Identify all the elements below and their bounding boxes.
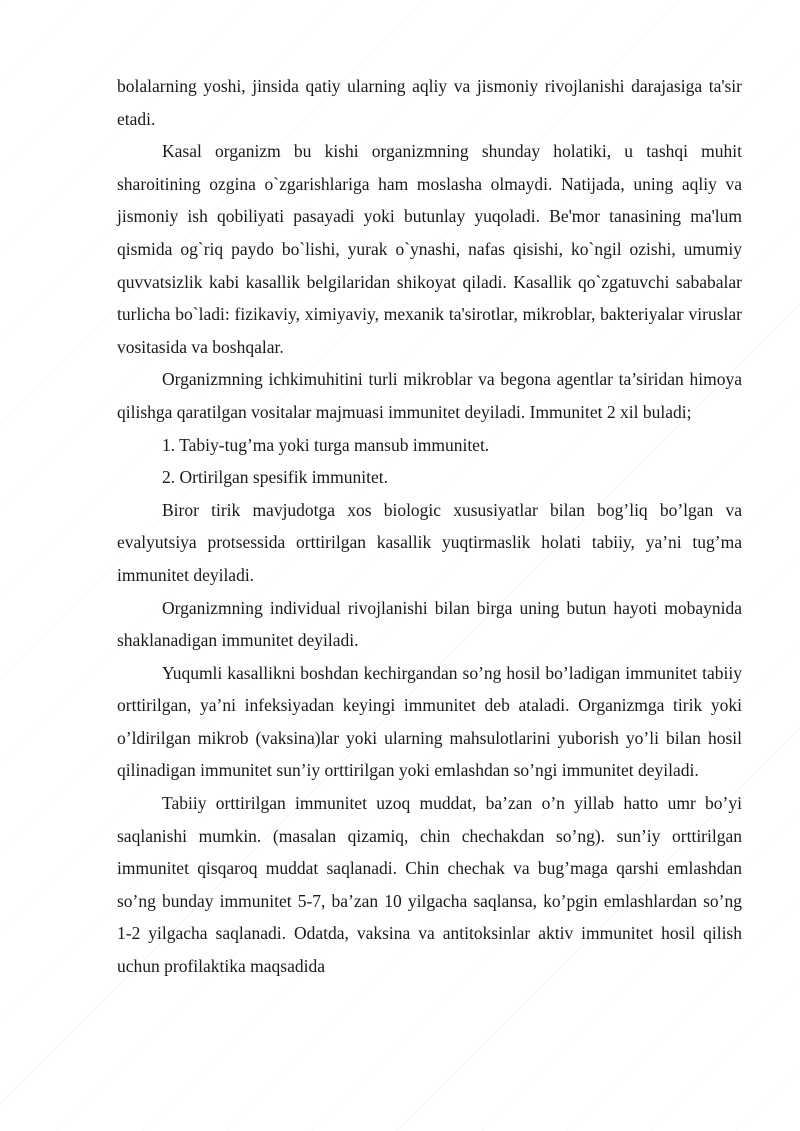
list-item-innate-immunity: 1. Tabiy-tug’ma yoki turga mansub immunitet. — [162, 434, 490, 455]
paragraph-infectious-immunity: Yuqumli kasallikni boshdan kechirgandan so’ng hosil bo’ladigan immunitet tabiiy orttirilgan, ya’ni infeksiyadan keyingi immunitet deb ataladi. Organizmga tirik yoki o’ldirilgan mikrob (vaksina)lar yoki ularning mahsulotlarini yuborish yo’li bilan hosil qilinadigan immunitet sun’iy orttirilgan yoki emlashdan so’ngi immunitet deyiladi. — [117, 662, 742, 781]
paragraph-continuation: bolalarning yoshi, jinsida qatiy ularning aqliy va jismoniy rivojlanishi darajasiga ta'sіr etadi. — [117, 76, 742, 129]
paragraph-immunity-definition: Organizmning ichkimuhitini turli mikroblar va begona agentlar ta’siridan himoya qilishga qaratilgan vositalar majmuasi immunitet deyiladi. Immunitet 2 xil buladi; — [117, 369, 742, 422]
list-item-acquired-immunity: 2. Ortirilgan spesifik immunitet. — [162, 467, 389, 488]
document-body — [117, 70, 742, 983]
paragraph-sick-organism: Kasal organizm bu kishi organizmning shunday holatiki, u tashqi muhit sharoitining ozgina o`zgarishlariga ham moslasha olmaydi. Natijada, uning aqliy va jismoniy ish qobiliyati pasayadi yoki butunlay yuqoladi. Be'mor tanasining ma'lum qismida og`riq paydo bo`lishi, yurak o`ynashi, nafas qisishi, ko`ngil ozishi, umumiy quvvatsizlik kabi kasallik belgilaridan shikoyat qiladi. Kasallik qo`zgatuvchi sababalar turlicha bo`ladi: fizikaviy, ximiyaviy, mexanik ta'sіrotlar, mikroblar, bakteriyalar viruslar vositasida va boshqalar. — [117, 141, 742, 357]
paragraph-duration: Tabiiy orttirilgan immunitet uzoq muddat, ba’zan o’n yillab hatto umr bo’yi saqlanishi mumkin. (masalan qizamiq, chin chechakdan so’ng). sun’iy orttirilgan immunitet qisqaroq muddat saqlanadi. Chin chechak va bug’maga qarshi emlashdan so’ng bunday immunitet 5-7, ba’zan 10 yilgacha saqlansa, ko’pgin emlashlardan so’ng 1-2 yilgacha saqlanadi. Odatda, vaksina va antitoksinlar aktiv immunitet hosil qilish uchun profilaktika maqsadida — [117, 793, 742, 977]
paragraph-innate-definition: Biror tirik mavjudotga xos biologic xususiyatlar bilan bog’liq bo’lgan va evalyutsiya protsessida orttirilgan kasallik yuqtirmaslik holati tabiiy, ya’ni tug’ma immunitet deyiladi. — [117, 499, 742, 585]
paragraph-individual-development: Organizmning individual rivojlanishi bilan birga uning butun hayoti mobaynida shaklanadigan immunitet deyiladi. — [117, 597, 742, 651]
